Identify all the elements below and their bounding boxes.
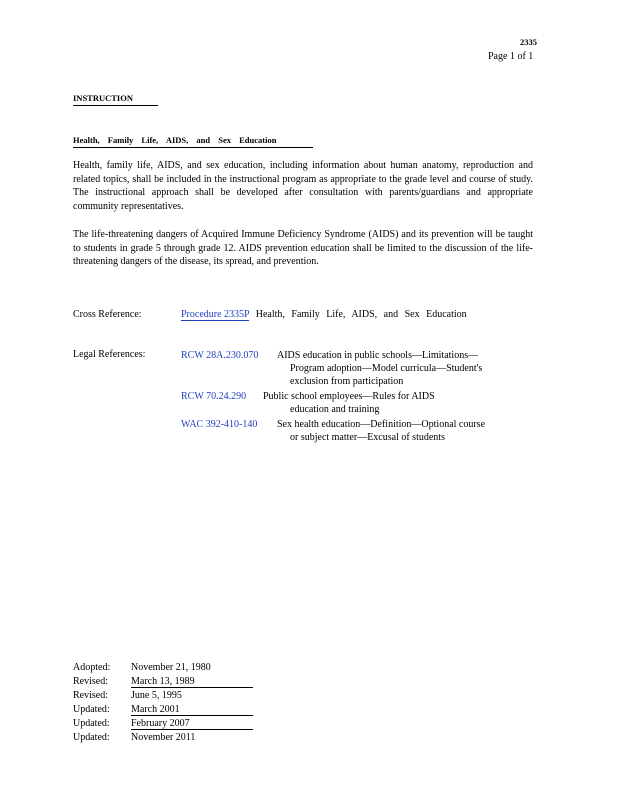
history-date: March 2001 [131,704,253,716]
legal-reference-desc-line: education and training [290,404,380,415]
legal-reference-desc-line: Public school employees—Rules for AIDS [263,391,435,402]
rcw-70-24-290-link[interactable]: RCW 70.24.290 [181,391,247,402]
legal-reference-desc-line: exclusion from participation [290,376,404,387]
legal-reference-item [181,418,485,431]
history-date: February 2007 [131,718,253,730]
section-underline [73,105,158,106]
legal-references-label: Legal References: [73,349,146,360]
history-label: Revised: [73,690,108,701]
history-label: Updated: [73,732,110,743]
paragraph-1: Health, family life, AIDS, and sex education, including information about human anatomy, reproduction and related topics, shall be included in the instructional program as appropriate to the grade level and course of study. The instructional approach shall be developed after consultation with parents/guardians and appropriate community representatives. [73,160,533,212]
cross-reference-label: Cross Reference: [73,309,142,320]
history-label: Updated: [73,704,110,715]
procedure-2335p-link[interactable]: Procedure 2335P [181,309,250,320]
legal-reference-item [181,390,435,403]
title-underline [73,147,313,148]
history-date: November 2011 [131,732,196,743]
history-date: June 5, 1995 [131,690,182,701]
section-label: INSTRUCTION [73,93,158,103]
cross-reference [181,309,467,320]
history-date: March 13, 1989 [131,676,253,688]
paragraph-2: The life-threatening dangers of Acquired Immune Deficiency Syndrome (AIDS) and its prevention will be taught to students in grade 5 through grade 12. AIDS prevention education shall be limited to the discussion of the life-threatening dangers of the disease, its spread, and prevention. [73,229,533,267]
history-label: Updated: [73,718,110,729]
history-label: Adopted: [73,662,111,673]
page-indicator: Page 1 of 1 [488,51,534,62]
legal-reference-desc-line: AIDS education in public schools—Limitations— [277,350,479,361]
history-date: November 21, 1980 [131,662,211,673]
policy-number: 2335 [520,37,537,47]
legal-reference-desc-line: or subject matter—Excusal of students [290,432,445,443]
wac-392-410-140-link[interactable]: WAC 392-410-140 [181,419,258,430]
legal-reference-desc-line: Program adoption—Model curricula—Student's [290,363,483,374]
legal-reference-item [181,349,478,362]
legal-reference-desc-line: Sex health education—Definition—Optional course [277,419,486,430]
cross-reference-description: Health, Family Life, AIDS, and Sex Education [255,309,467,320]
policy-title: Health, Family Life, AIDS, and Sex Education [73,135,313,145]
rcw-28a-230-070-link[interactable]: RCW 28A.230.070 [181,350,259,361]
history-label: Revised: [73,676,108,687]
